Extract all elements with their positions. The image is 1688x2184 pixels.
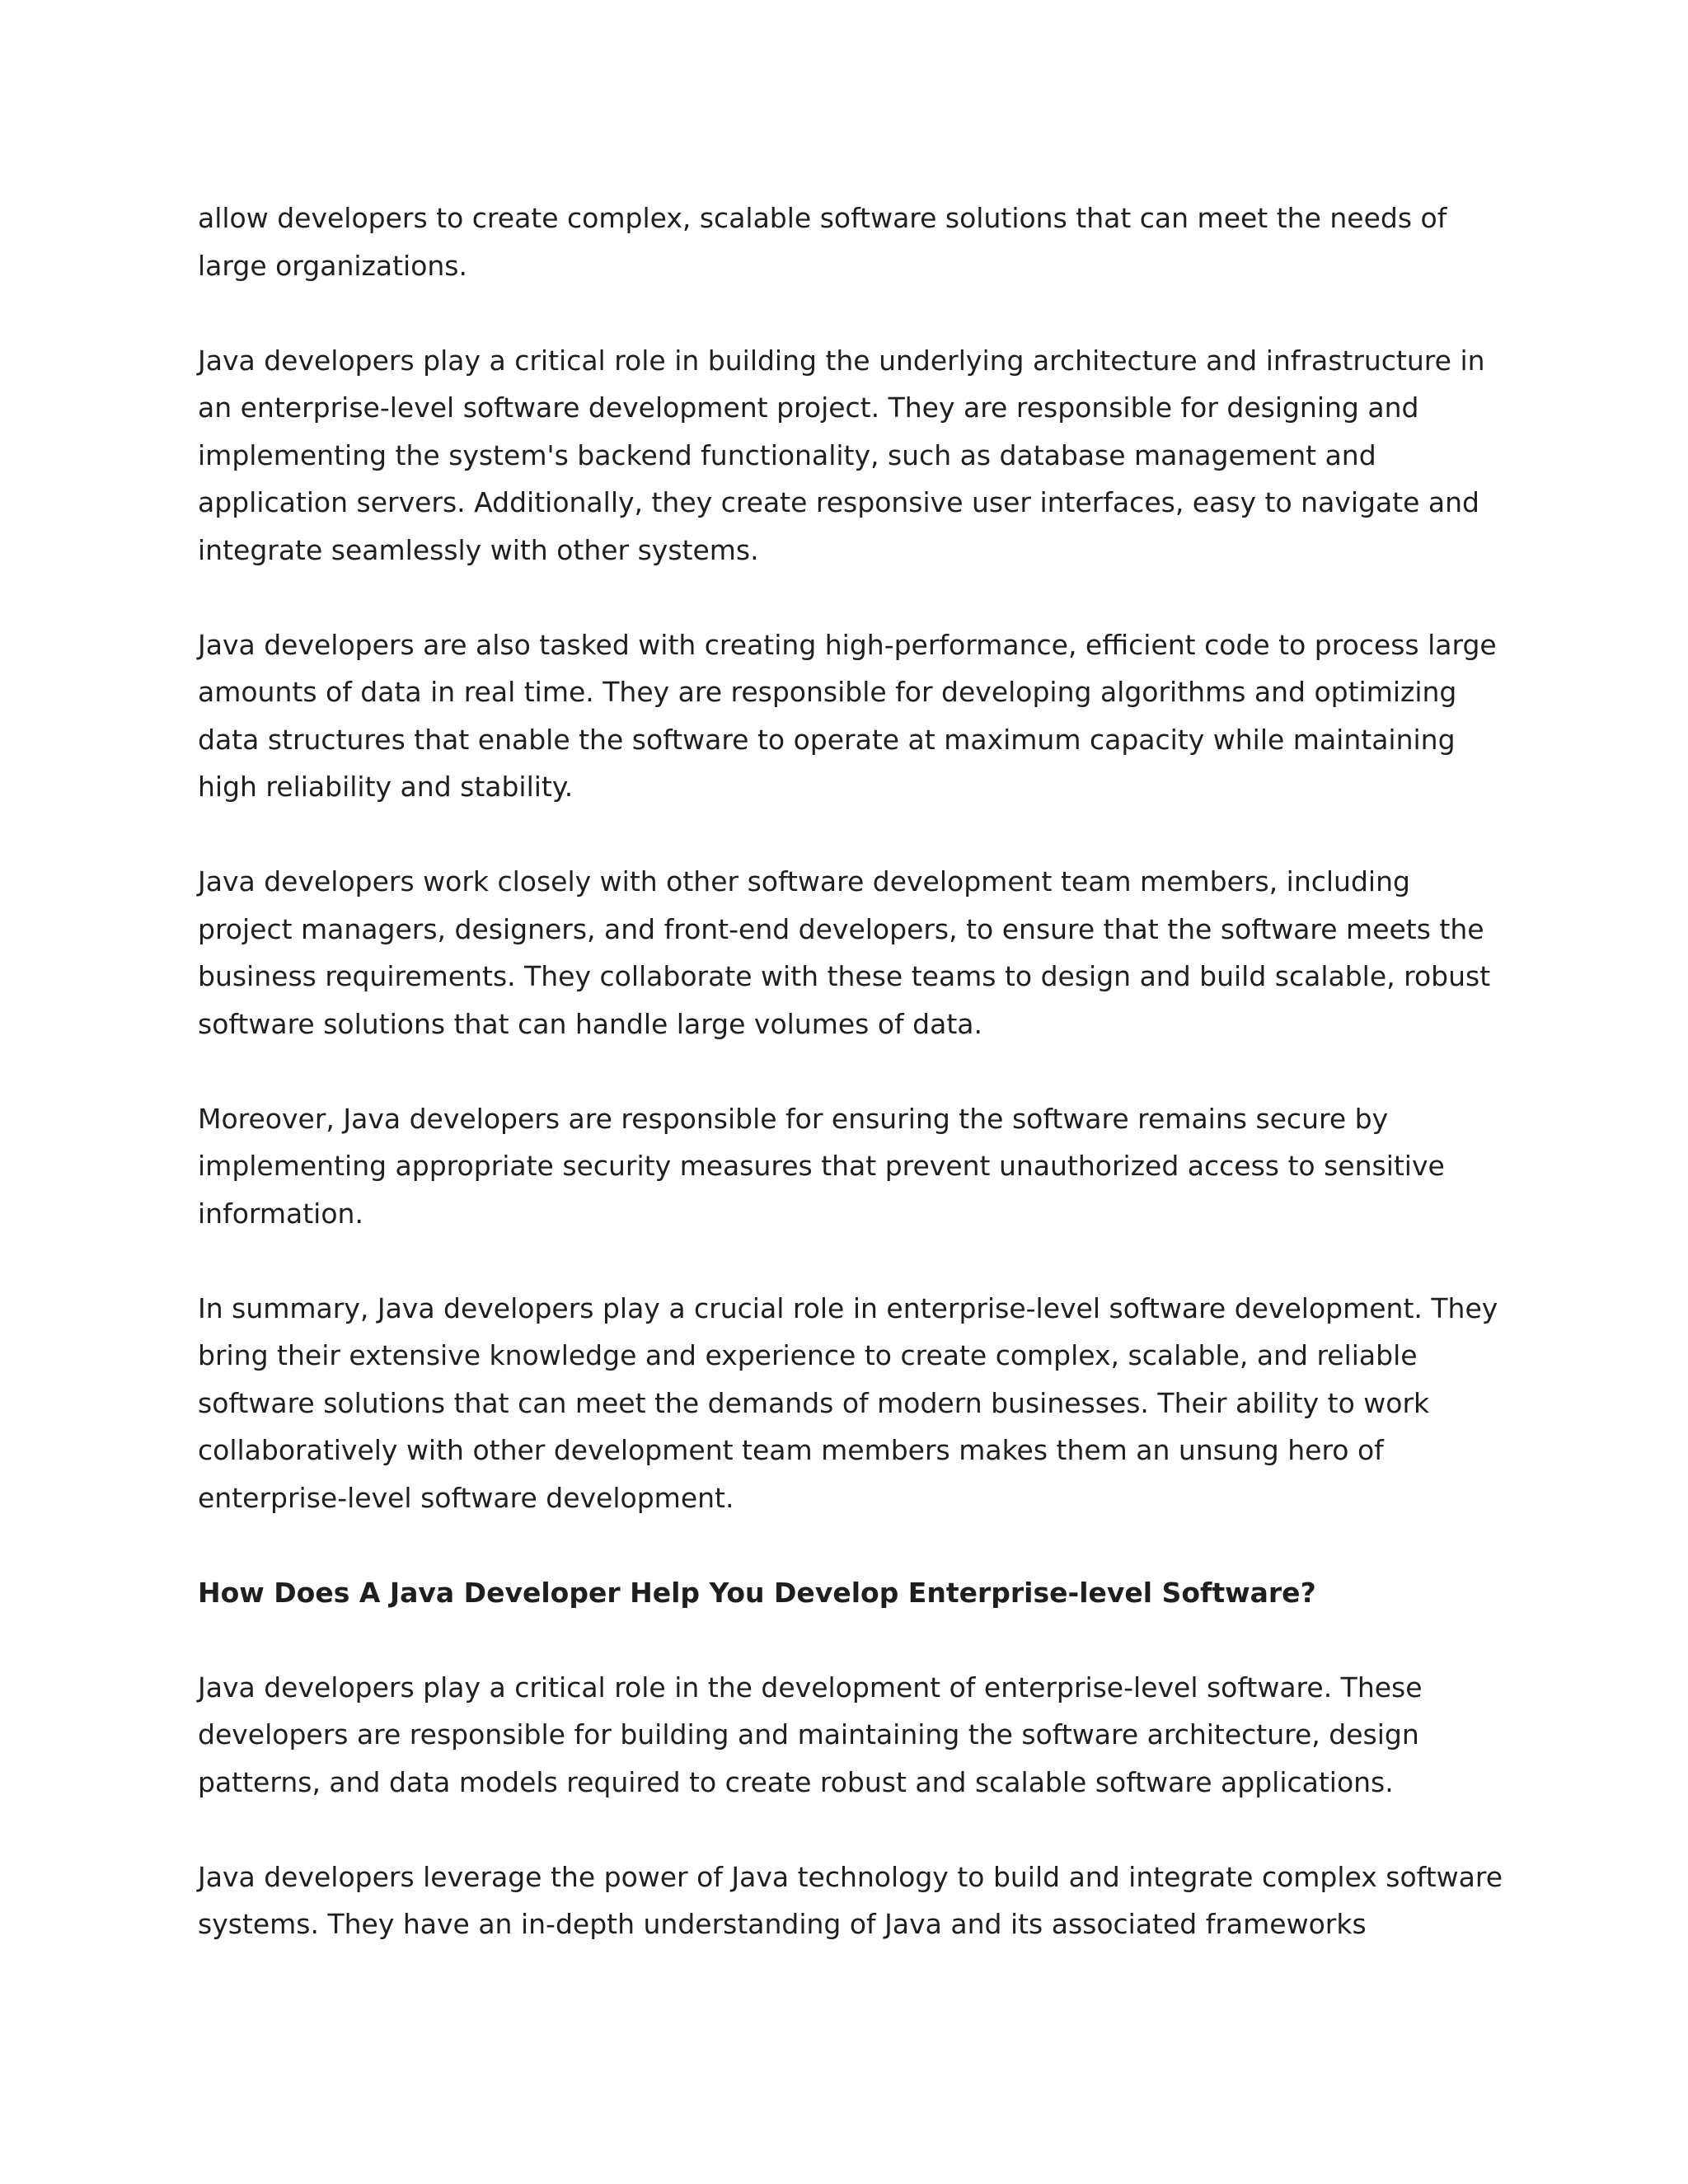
paragraph-continuation: allow developers to create complex, scalable software solutions that can meet the needs of large organizations.	[198, 202, 1447, 282]
paragraph-high-performance: Java developers are also tasked with creating high-performance, efficient code to process large amounts of data in real time. They are responsible for developing algorithms and optimizing data structures that enable the software to operate at maximum capacity while maintaining high reliability and stability.	[198, 628, 1497, 803]
paragraph-java-technology: Java developers leverage the power of Java technology to build and integrate complex software systems. They have an in-depth understanding of Java and its associated frameworks	[198, 1860, 1503, 1940]
paragraph-architecture-role: Java developers play a critical role in building the underlying architecture and infrastructure in an enterprise-level software development project. They are responsible for designing and implementing the system's backend functionality, such as database management and application servers. Additionally, they create responsive user interfaces, easy to navigate and integrate seamlessly with other systems.	[198, 344, 1485, 566]
paragraph-development-role: Java developers play a critical role in the development of enterprise-level software. These developers are responsible for building and maintaining the software architecture, design patterns, and data models required to create robust and scalable software applications.	[198, 1671, 1423, 1798]
paragraph-summary: In summary, Java developers play a crucial role in enterprise-level software development. They bring their extensive knowledge and experience to create complex, scalable, and reliable software solutions that can meet the demands of modern businesses. Their ability to work collaboratively with other development team members makes them an unsung hero of enterprise-level software development.	[198, 1291, 1498, 1514]
document-body	[198, 194, 1508, 1995]
paragraph-security: Moreover, Java developers are responsible for ensuring the software remains secure by implementing appropriate security measures that prevent unauthorized access to sensitive information.	[198, 1102, 1445, 1230]
section-heading: How Does A Java Developer Help You Develop Enterprise-level Software?	[198, 1576, 1316, 1609]
paragraph-team-collaboration: Java developers work closely with other software development team members, including project managers, designers, and front-end developers, to ensure that the software meets the business requirements. They collaborate with these teams to design and build scalable, robust software solutions that can handle large volumes of data.	[198, 865, 1491, 1040]
